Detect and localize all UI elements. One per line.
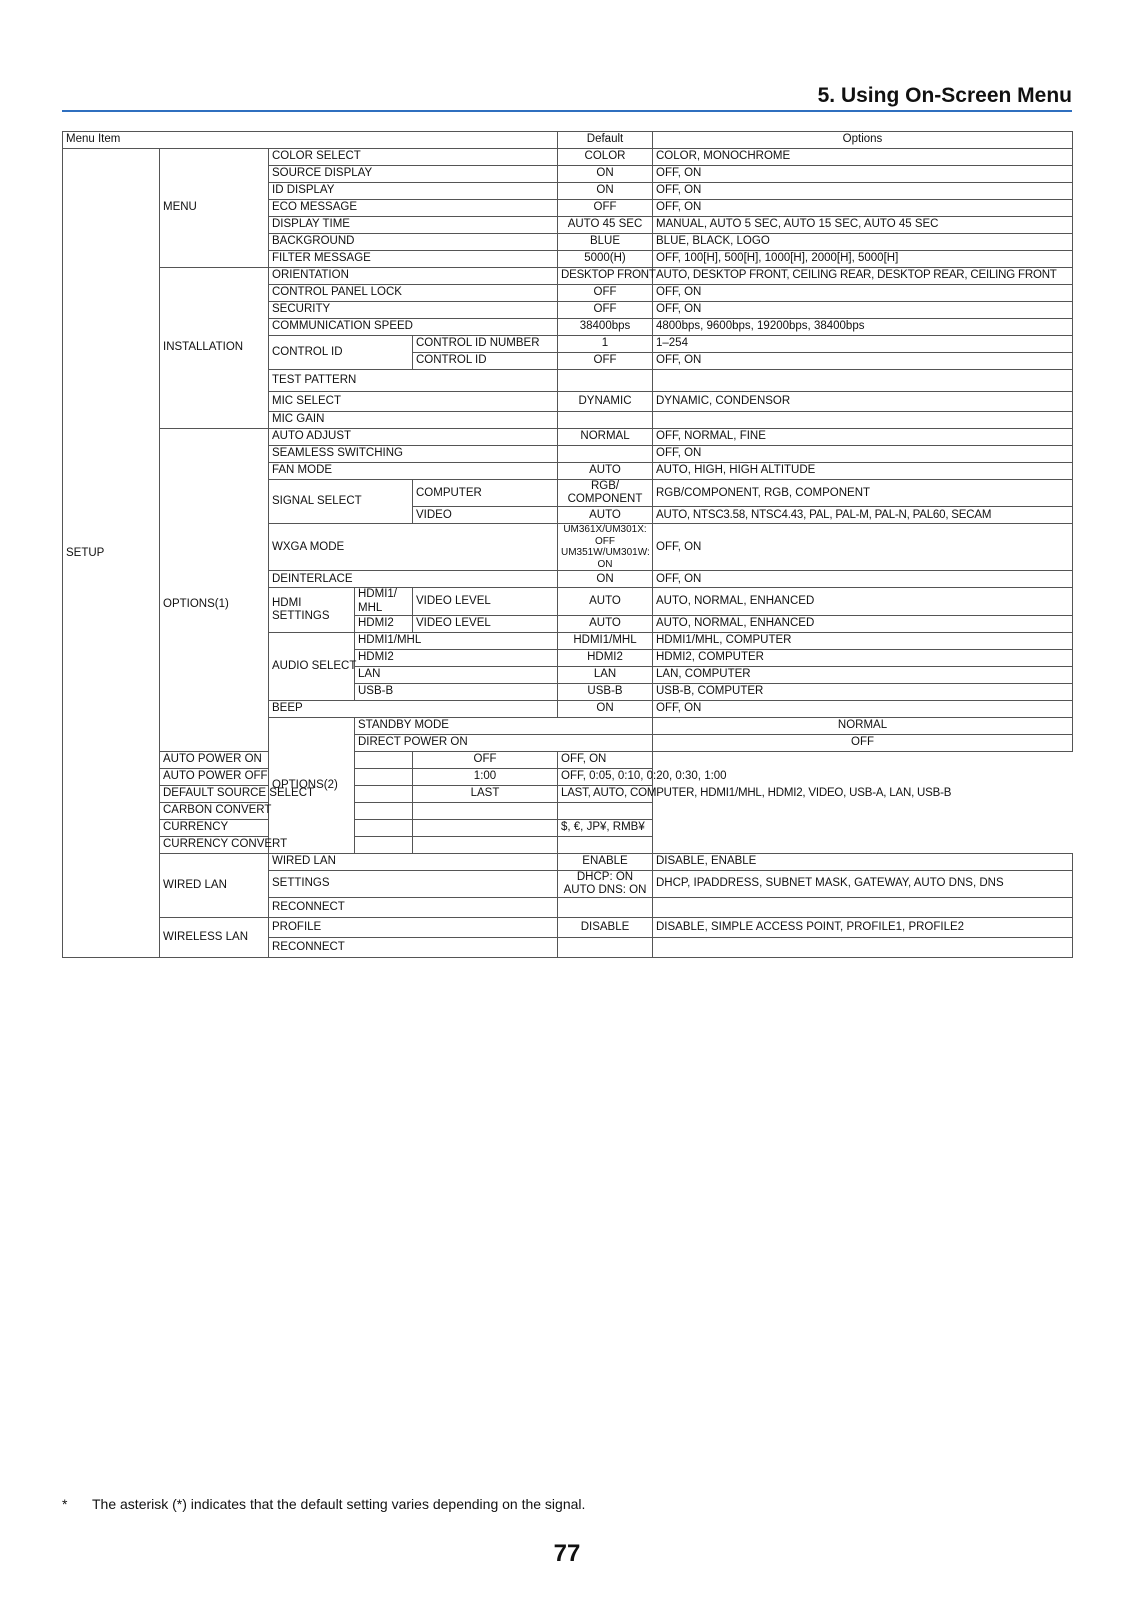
- row-options: DYNAMIC, CONDENSOR: [653, 392, 1073, 412]
- row-options: OFF, ON: [653, 200, 1073, 217]
- footnote-asterisk: *: [62, 1496, 68, 1512]
- row-item: DEINTERLACE: [269, 571, 558, 588]
- row-default: OFF: [558, 302, 653, 319]
- row-sub-item: VIDEO LEVEL: [413, 615, 558, 632]
- header-rule: [62, 110, 1072, 112]
- row-options: DISABLE, ENABLE: [653, 853, 1073, 870]
- row-default: [558, 412, 653, 429]
- row-default: HDMI2: [558, 649, 653, 666]
- row-default: OFF: [413, 751, 558, 768]
- row-options: HDMI2, COMPUTER: [653, 649, 1073, 666]
- row-default: OFF: [558, 353, 653, 370]
- row-item: AUTO ADJUST: [269, 429, 558, 446]
- row-default: [558, 938, 653, 958]
- row-item: FAN MODE: [269, 463, 558, 480]
- table-row: [63, 853, 1073, 870]
- row-default: DYNAMIC: [558, 392, 653, 412]
- row-sub-item: COMPUTER: [413, 480, 558, 507]
- setup-label: SETUP: [63, 149, 160, 958]
- row-item: ID DISPLAY: [269, 183, 558, 200]
- row-options: OFF, ON: [653, 183, 1073, 200]
- row-options: DHCP, IPADDRESS, SUBNET MASK, GATEWAY, AUTO DNS, DNS: [653, 870, 1073, 897]
- row-default: UM361X/UM301X: OFF UM351W/UM301W: ON: [558, 524, 653, 571]
- row-default: ON: [558, 571, 653, 588]
- row-options: AUTO, DESKTOP FRONT, CEILING REAR, DESKTOP REAR, CEILING FRONT: [653, 268, 1073, 285]
- hdmi1-label: HDMI1/ MHL: [355, 588, 413, 615]
- row-default: DHCP: ON AUTO DNS: ON: [558, 870, 653, 897]
- row-item: FILTER MESSAGE: [269, 251, 558, 268]
- row-item: WXGA MODE: [269, 524, 558, 571]
- audio-select-label: AUDIO SELECT: [269, 632, 355, 700]
- row-sub-item: HDMI1/MHL: [355, 632, 558, 649]
- row-item: DISPLAY TIME: [269, 217, 558, 234]
- row-options: OFF, 100[H], 500[H], 1000[H], 2000[H], 5000[H]: [653, 251, 1073, 268]
- header-menu-item: Menu Item: [63, 132, 558, 149]
- table-row: [63, 768, 1073, 785]
- row-options: LAST, AUTO, COMPUTER, HDMI1/MHL, HDMI2, VIDEO, USB-A, LAN, USB-B: [558, 785, 653, 802]
- row-default: NORMAL: [653, 717, 1073, 734]
- row-default: OFF: [558, 285, 653, 302]
- table-row: [63, 802, 1073, 819]
- row-item: BEEP: [269, 700, 558, 717]
- header-options: Options: [653, 132, 1073, 149]
- row-item: DEFAULT SOURCE SELECT: [160, 785, 413, 802]
- row-options: USB-B, COMPUTER: [653, 683, 1073, 700]
- row-options: DISABLE, SIMPLE ACCESS POINT, PROFILE1, PROFILE2: [653, 918, 1073, 938]
- table-row: [63, 751, 1073, 768]
- row-default: DISABLE: [558, 918, 653, 938]
- row-item: COLOR SELECT: [269, 149, 558, 166]
- row-default: AUTO: [558, 507, 653, 524]
- row-options: 1–254: [653, 336, 1073, 353]
- row-default: HDMI1/MHL: [558, 632, 653, 649]
- row-default: DESKTOP FRONT: [558, 268, 653, 285]
- row-sub-item: HDMI2: [355, 649, 558, 666]
- row-item: WIRED LAN: [269, 853, 558, 870]
- row-options: [653, 938, 1073, 958]
- row-default: COLOR: [558, 149, 653, 166]
- hdmi2-label: HDMI2: [355, 615, 413, 632]
- row-options: OFF, ON: [653, 353, 1073, 370]
- row-item: STANDBY MODE: [355, 717, 653, 734]
- table-row: [63, 429, 1073, 446]
- menu-table: [62, 131, 1073, 958]
- group-options2: OPTIONS(2): [269, 717, 355, 853]
- row-item: SECURITY: [269, 302, 558, 319]
- row-options: OFF, ON: [558, 751, 653, 768]
- row-item: RECONNECT: [269, 898, 558, 918]
- row-default: ON: [558, 183, 653, 200]
- hdmi-settings-label: HDMI SETTINGS: [269, 588, 355, 632]
- row-options: [653, 412, 1073, 429]
- row-sub-item: VIDEO: [413, 507, 558, 524]
- row-item: AUTO POWER ON: [160, 751, 413, 768]
- row-sub-item: VIDEO LEVEL: [413, 588, 558, 615]
- row-options: OFF, ON: [653, 700, 1073, 717]
- row-sub-item: USB-B: [355, 683, 558, 700]
- row-default: AUTO: [558, 588, 653, 615]
- row-default: [413, 802, 558, 819]
- row-options: [558, 802, 653, 819]
- row-default: [558, 446, 653, 463]
- row-default: [413, 836, 558, 853]
- row-default: RGB/ COMPONENT: [558, 480, 653, 507]
- row-options: AUTO, HIGH, HIGH ALTITUDE: [653, 463, 1073, 480]
- row-options: OFF, 0:05, 0:10, 0:20, 0:30, 1:00: [558, 768, 653, 785]
- row-default: AUTO: [558, 615, 653, 632]
- footnote: [62, 1496, 585, 1512]
- row-options: COLOR, MONOCHROME: [653, 149, 1073, 166]
- row-default: AUTO: [558, 463, 653, 480]
- row-default: [558, 370, 653, 392]
- table-row: [63, 149, 1073, 166]
- row-item: ECO MESSAGE: [269, 200, 558, 217]
- row-options: RGB/COMPONENT, RGB, COMPONENT: [653, 480, 1073, 507]
- row-options: BLUE, BLACK, LOGO: [653, 234, 1073, 251]
- row-item: TEST PATTERN: [269, 370, 558, 392]
- row-item: DIRECT POWER ON: [355, 734, 653, 751]
- row-default: [558, 898, 653, 918]
- group-installation: INSTALLATION: [160, 268, 269, 429]
- row-item: SETTINGS: [269, 870, 558, 897]
- row-sub-item: LAN: [355, 666, 558, 683]
- row-default: [413, 819, 558, 836]
- table-row: [63, 819, 1073, 836]
- group-options1: OPTIONS(1): [160, 429, 269, 752]
- group-menu: MENU: [160, 149, 269, 268]
- row-default: ENABLE: [558, 853, 653, 870]
- row-options: $, €, JP¥, RMB¥: [558, 819, 653, 836]
- row-options: [558, 836, 653, 853]
- table-row: [63, 836, 1073, 853]
- row-options: OFF, ON: [653, 285, 1073, 302]
- group-wired-lan: WIRED LAN: [160, 853, 269, 917]
- row-item: COMMUNICATION SPEED: [269, 319, 558, 336]
- row-options: OFF, ON: [653, 302, 1073, 319]
- row-default: USB-B: [558, 683, 653, 700]
- row-options: OFF, ON: [653, 446, 1073, 463]
- table-header-row: [63, 132, 1073, 149]
- row-default: LAN: [558, 666, 653, 683]
- row-default: 5000(H): [558, 251, 653, 268]
- row-options: [653, 370, 1073, 392]
- page-number: 77: [553, 1540, 581, 1567]
- row-item: BACKGROUND: [269, 234, 558, 251]
- row-sub-item: CONTROL ID: [413, 353, 558, 370]
- row-options: AUTO, NTSC3.58, NTSC4.43, PAL, PAL-M, PAL-N, PAL60, SECAM: [653, 507, 1073, 524]
- table-row: [63, 268, 1073, 285]
- row-options: 4800bps, 9600bps, 19200bps, 38400bps: [653, 319, 1073, 336]
- row-options: LAN, COMPUTER: [653, 666, 1073, 683]
- row-options: OFF, ON: [653, 524, 1073, 571]
- table-row: [63, 785, 1073, 802]
- row-default: AUTO 45 SEC: [558, 217, 653, 234]
- row-options: AUTO, NORMAL, ENHANCED: [653, 588, 1073, 615]
- footnote-text: The asterisk (*) indicates that the default setting varies depending on the signal.: [92, 1496, 586, 1512]
- row-default: 1: [558, 336, 653, 353]
- row-sub-item: CONTROL ID NUMBER: [413, 336, 558, 353]
- row-default: OFF: [653, 734, 1073, 751]
- control-id-label: CONTROL ID: [269, 336, 413, 370]
- group-wireless-lan: WIRELESS LAN: [160, 918, 269, 958]
- row-default: ON: [558, 700, 653, 717]
- row-options: OFF, NORMAL, FINE: [653, 429, 1073, 446]
- row-options: OFF, ON: [653, 571, 1073, 588]
- row-item: CURRENCY CONVERT: [160, 836, 413, 853]
- row-item: ORIENTATION: [269, 268, 558, 285]
- row-options: [653, 898, 1073, 918]
- page-title: 5. Using On-Screen Menu: [817, 84, 1072, 107]
- row-default: 38400bps: [558, 319, 653, 336]
- row-item: CONTROL PANEL LOCK: [269, 285, 558, 302]
- row-default: NORMAL: [558, 429, 653, 446]
- row-default: ON: [558, 166, 653, 183]
- table-row: [63, 918, 1073, 938]
- row-item: MIC GAIN: [269, 412, 558, 429]
- row-options: AUTO, NORMAL, ENHANCED: [653, 615, 1073, 632]
- row-item: PROFILE: [269, 918, 558, 938]
- signal-select-label: SIGNAL SELECT: [269, 480, 413, 524]
- row-default: BLUE: [558, 234, 653, 251]
- row-options: MANUAL, AUTO 5 SEC, AUTO 15 SEC, AUTO 45 SEC: [653, 217, 1073, 234]
- row-item: SOURCE DISPLAY: [269, 166, 558, 183]
- row-default: LAST: [413, 785, 558, 802]
- row-item: CURRENCY: [160, 819, 413, 836]
- row-item: RECONNECT: [269, 938, 558, 958]
- header-default: Default: [558, 132, 653, 149]
- row-options: OFF, ON: [653, 166, 1073, 183]
- row-item: MIC SELECT: [269, 392, 558, 412]
- row-item: CARBON CONVERT: [160, 802, 413, 819]
- row-default: 1:00: [413, 768, 558, 785]
- row-default: OFF: [558, 200, 653, 217]
- row-options: HDMI1/MHL, COMPUTER: [653, 632, 1073, 649]
- row-item: AUTO POWER OFF: [160, 768, 413, 785]
- row-item: SEAMLESS SWITCHING: [269, 446, 558, 463]
